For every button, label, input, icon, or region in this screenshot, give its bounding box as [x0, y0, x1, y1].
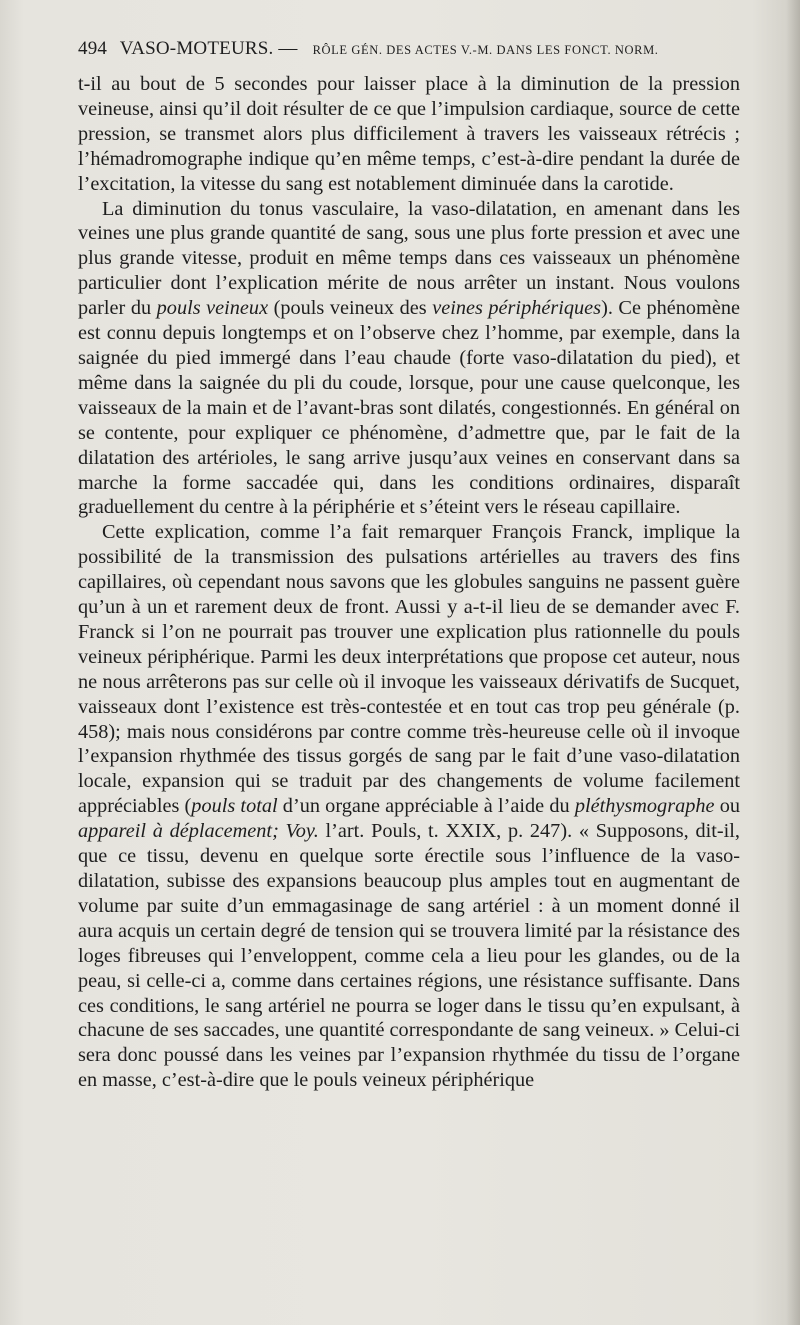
page-number: 494 [78, 38, 108, 59]
text-run: Cette explication, comme l’a fait remarquer François Franck, implique la possibilité de la transmission des pulsations artérielles au travers des fins capillaires, où cependant nous savons que les globules sanguins ne passent guère qu’un à un et rarement deux de front. Aussi y a-t-il lieu de se demander avec F. Franck si l’on ne pourrait pas trouver une explication plus rationnelle du pouls veineux périphérique. Parmi les deux interprétations que propose cet auteur, nous ne nous arrêterons pas sur celle où il invoque les vaisseaux dérivatifs de Sucquet, vaisseaux dont l’existence est très-contestée et en tout cas trop peu générale (p. 458); mais nous considérons par contre comme très-heureuse celle où il invoque l’expansion rhythmée des tissus gorgés de sang par le fait d’une vaso-dilatation locale, expansion qui se traduit par des changements de volume facilement appréciables ( [78, 521, 740, 818]
text-run: l’art. Pouls, t. XXIX, p. 247). « Supposons, dit-il, que ce tissu, devenu en quelque sorte érectile sous l’influence de la vaso-dilatation, subisse des expansions beaucoup plus amples tout en augmentant de volume par suite d’un emmagasinage de sang artériel : à un moment donné il aura acquis un certain degré de tension qui se trouvera limité par la résistance des loges fibreuses qui l’enveloppent, comme cela a lieu pour les glandes, ou de la peau, si celle-ci a, comme dans certaines régions, une résistance suffisante. Dans ces conditions, le sang artériel ne pourra se loger dans le tissu qu’en expulsant, à chacune de ses saccades, une quantité correspondante de sang veineux. » Celui-ci sera donc poussé dans les veines par l’expansion rhythmée du tissu de l’organe en masse, c’est-à-dire que le pouls veineux périphérique [78, 820, 740, 1092]
italic-text: pouls veineux [156, 297, 269, 320]
italic-text: pouls total [191, 795, 278, 818]
paragraph [78, 520, 740, 1093]
running-header [78, 36, 728, 62]
header-title: VASO-MOTEURS. [119, 38, 274, 59]
text-run: La diminution du tonus vasculaire, la vaso-dilatation, en amenant dans les veines une plus grande quantité de sang, sous une plus forte pression et avec une plus grande vitesse, produit en même temps dans ces vaisseaux un phénomène particulier dont l’explication mérite de nous arrêter un instant. Nous voulons parler du [78, 197, 740, 320]
text-run: (pouls veineux des [268, 297, 433, 320]
text-run: t-il au bout de 5 secondes pour laisser place à la diminution de la pression veineuse, ainsi qu’il doit résulter de ce que l’impulsion cardiaque, source de cette pression, se transmet alors plus difficilement à travers les vaisseaux rétrécis ; l’hémadromographe indique qu’en même temps, c’est-à-dire pendant la durée de l’excitation, la vitesse du sang est notablement diminuée dans la carotide. [78, 73, 740, 195]
paragraph [78, 72, 740, 197]
text-run: ). Ce phénomène est connu depuis longtemps et on l’observe chez l’homme, par exemple, dans la saignée du pied immergé dans l’eau chaude (forte vaso-dilatation du pied), et même dans la saignée du pli du coude, lorsque, pour une cause quelconque, les vaisseaux de la main et de l’avant-bras sont dilatés, congestionnés. En général on se contente, pour expliquer ce phénomène, d’admettre que, par le fait de la dilatation des artérioles, le sang arrive jusqu’aux veines en conservant dans sa marche la forme saccadée qui, dans les conditions ordinaires, disparaît graduellement du centre à la périphérie et s’éteint vers le réseau capillaire. [78, 297, 740, 519]
italic-text: pléthysmographe [574, 795, 715, 818]
page-gutter-shadow [786, 0, 800, 1325]
header-dash: — [278, 38, 298, 59]
text-run: ou [714, 795, 740, 818]
paragraph [78, 197, 740, 521]
italic-text: veines périphériques [432, 297, 602, 320]
body-text [78, 72, 740, 1093]
running-title: RÔLE GÉN. DES ACTES V.-M. DANS LES FONCT. NORM. [312, 43, 659, 57]
italic-text: appareil à déplacement; Voy. [78, 820, 319, 843]
text-run: d’un organe appréciable à l’aide du [277, 795, 575, 818]
